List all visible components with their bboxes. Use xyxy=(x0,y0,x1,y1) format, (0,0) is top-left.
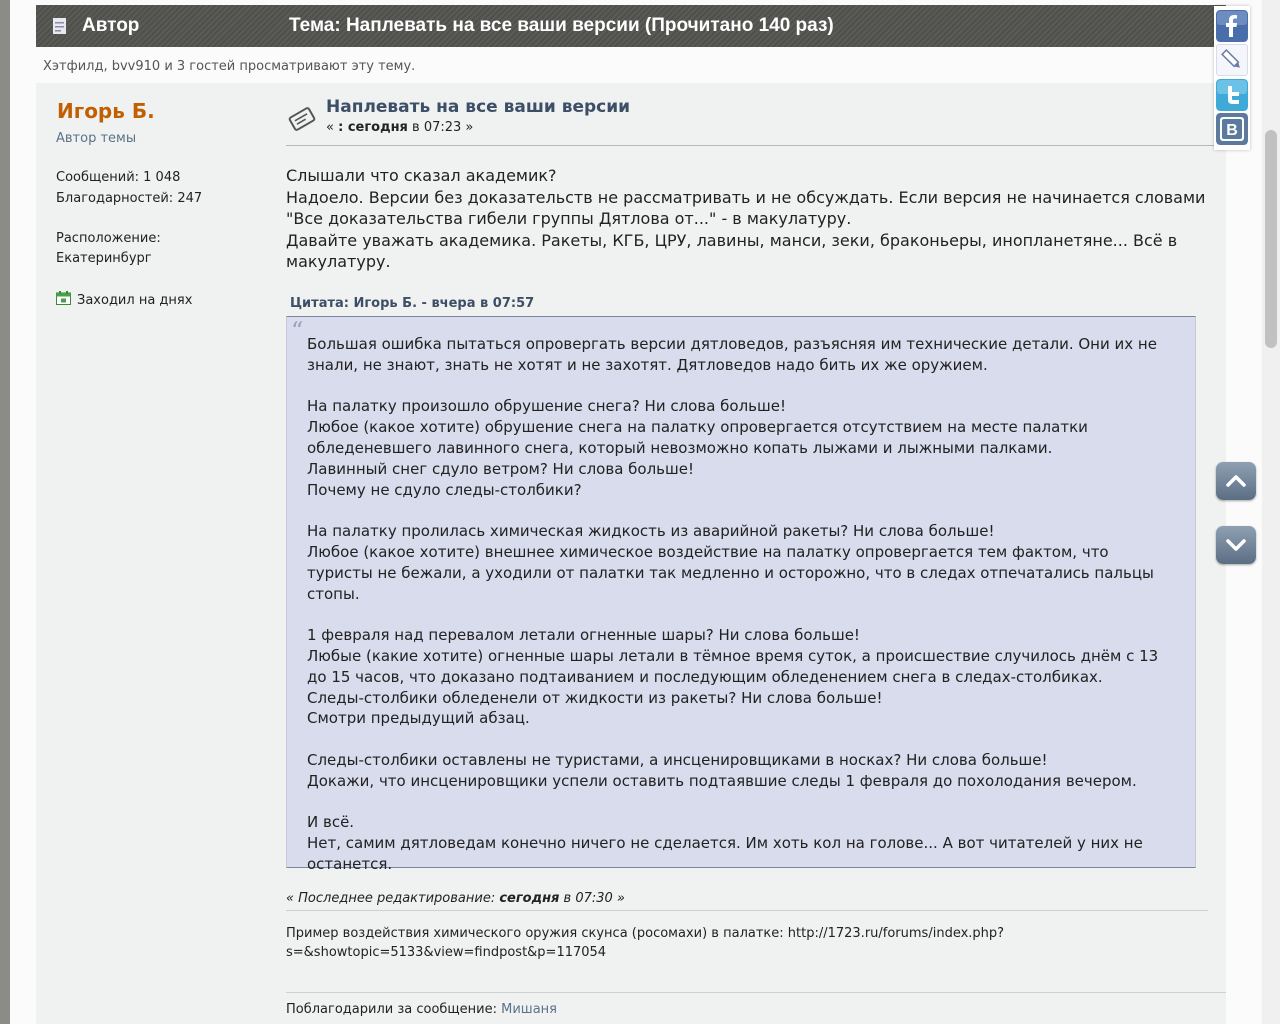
date-prefix: « xyxy=(326,120,339,135)
date-bold: : сегодня xyxy=(338,120,408,135)
calendar-icon xyxy=(56,291,71,305)
thanks-line xyxy=(286,1002,557,1017)
svg-text:B: B xyxy=(1226,122,1238,139)
thanks-user-link[interactable]: Мишаня xyxy=(501,1002,557,1017)
thanks-divider xyxy=(286,992,1226,993)
edit-prefix: « Последнее редактирование: xyxy=(286,891,500,906)
document-icon xyxy=(53,18,66,34)
quote-text xyxy=(307,334,1177,875)
vkontakte-icon[interactable] xyxy=(1216,113,1248,145)
quote-paragraph: Следы-столбики оставлены не туристами, а инсценировщиками в носках? Ни слова больше! Докажи, что инсценировщики успели оставить подтаявшие следы 1 февраля до похолодания вечером. xyxy=(307,750,1137,790)
scroll-down-button[interactable] xyxy=(1216,526,1256,564)
quote-paragraph: На палатку произошло обрушение снега? Ни слова больше! Любое (какое хотите) обрушение снега на палатку опровергается отсутствием на месте палатки обледеневшего лавинного снега, который невозможно копать лыжами и лыжными палками. Лавинный снег сдуло ветром? Ни слова больше! Почему не сдуло следы-столбики? xyxy=(307,397,1088,499)
quote-paragraph: Большая ошибка пытаться опровергать версии дятловедов, разъясняя им технические детали. Они их не знали, не знают, знать не хотят и не захотят. Дятловедов надо бить их же оружием. xyxy=(307,335,1157,374)
author-column-header: Автор xyxy=(82,15,140,36)
date-suffix: в 07:23 » xyxy=(407,120,474,135)
last-seen-status: Заходил на днях xyxy=(77,293,193,308)
message-icon xyxy=(288,105,316,133)
quote-paragraph: На палатку пролилась химическая жидкость из аварийной ракеты? Ни слова больше! Любое (какое хотите) внешнее химическое воздействие на палатку опровергается тем фактом, что туристы не бежали, а уходили от палатки так медленно и осторожно, что в следах отпечатались пальцы стопы. xyxy=(307,522,1154,603)
edit-bold: сегодня xyxy=(499,891,560,906)
livejournal-icon[interactable] xyxy=(1216,44,1248,76)
poster-location: Екатеринбург xyxy=(56,251,152,266)
message-body xyxy=(286,165,1206,273)
quote-block xyxy=(286,316,1196,873)
topic-header-bar xyxy=(36,5,1226,47)
twitter-icon[interactable] xyxy=(1216,79,1248,111)
post xyxy=(36,83,1226,1024)
quote-mark-icon: “ xyxy=(291,317,304,345)
signature-divider xyxy=(286,910,1208,911)
body-line: Давайте уважать академика. Ракеты, КГБ, ЦРУ, лавины, манси, зеки, браконьеры, инопланетяне... Всё в макулатуру. xyxy=(286,230,1178,271)
scroll-up-button[interactable] xyxy=(1216,462,1256,500)
poster-name-link[interactable]: Игорь Б. xyxy=(57,99,155,123)
poster-thanks-count: Благодарностей: 247 xyxy=(56,191,203,206)
edit-suffix: в 07:30 » xyxy=(559,891,625,906)
facebook-icon[interactable] xyxy=(1216,10,1248,42)
scrollbar-thumb[interactable] xyxy=(1265,130,1277,348)
body-line: Слышали что сказал академик? xyxy=(286,166,557,185)
topic-title-header: Тема: Наплевать на все ваши версии (Прочитано 140 раз) xyxy=(289,15,834,36)
message-title-link[interactable]: Наплевать на все ваши версии xyxy=(326,97,631,117)
viewers-list: Хэтфилд, bvv910 и 3 гостей просматривают эту тему. xyxy=(43,59,416,74)
last-edit-note xyxy=(286,891,625,906)
signature: Пример воздействия химического оружия скунса (росомахи) в палатке: http://1723.ru/forums/index.php?s=&showtopic=5133&view=findpost&p=117054 xyxy=(286,926,1005,960)
poster-location-label: Расположение: xyxy=(56,231,161,246)
quote-paragraph: 1 февраля над перевалом летали огненные шары? Ни слова больше! Любые (какие хотите) огненные шары летали в тёмное время суток, а происшествие случилось днём с 13 до 15 часов, что доказано подтаиванием и последующим обледенением снега в следах-столбиках. Следы-столбики обледенели от жидкости из ракеты? Ни слова больше! Смотри предыдущий абзац. xyxy=(307,626,1159,728)
title-divider xyxy=(286,145,1226,146)
thanks-label: Поблагодарили за сообщение: xyxy=(286,1002,502,1017)
poster-message-count: Сообщений: 1 048 xyxy=(56,170,181,185)
message-date xyxy=(326,120,473,135)
quote-header-link[interactable]: Цитата: Игорь Б. - вчера в 07:57 xyxy=(290,296,535,311)
poster-role: Автор темы xyxy=(56,131,137,146)
body-line: Надоело. Версии без доказательств не рассматривать и не обсуждать. Если версия не начинается словами "Все доказательства гибели группы Дятлова от..." - в макулатуру. xyxy=(286,187,1206,228)
social-share-panel xyxy=(1214,6,1250,150)
quote-paragraph: И всё. Нет, самим дятловедам конечно ничего не сделается. Им хоть кол на голове... А вот читателей у них не останется. xyxy=(307,813,1143,873)
